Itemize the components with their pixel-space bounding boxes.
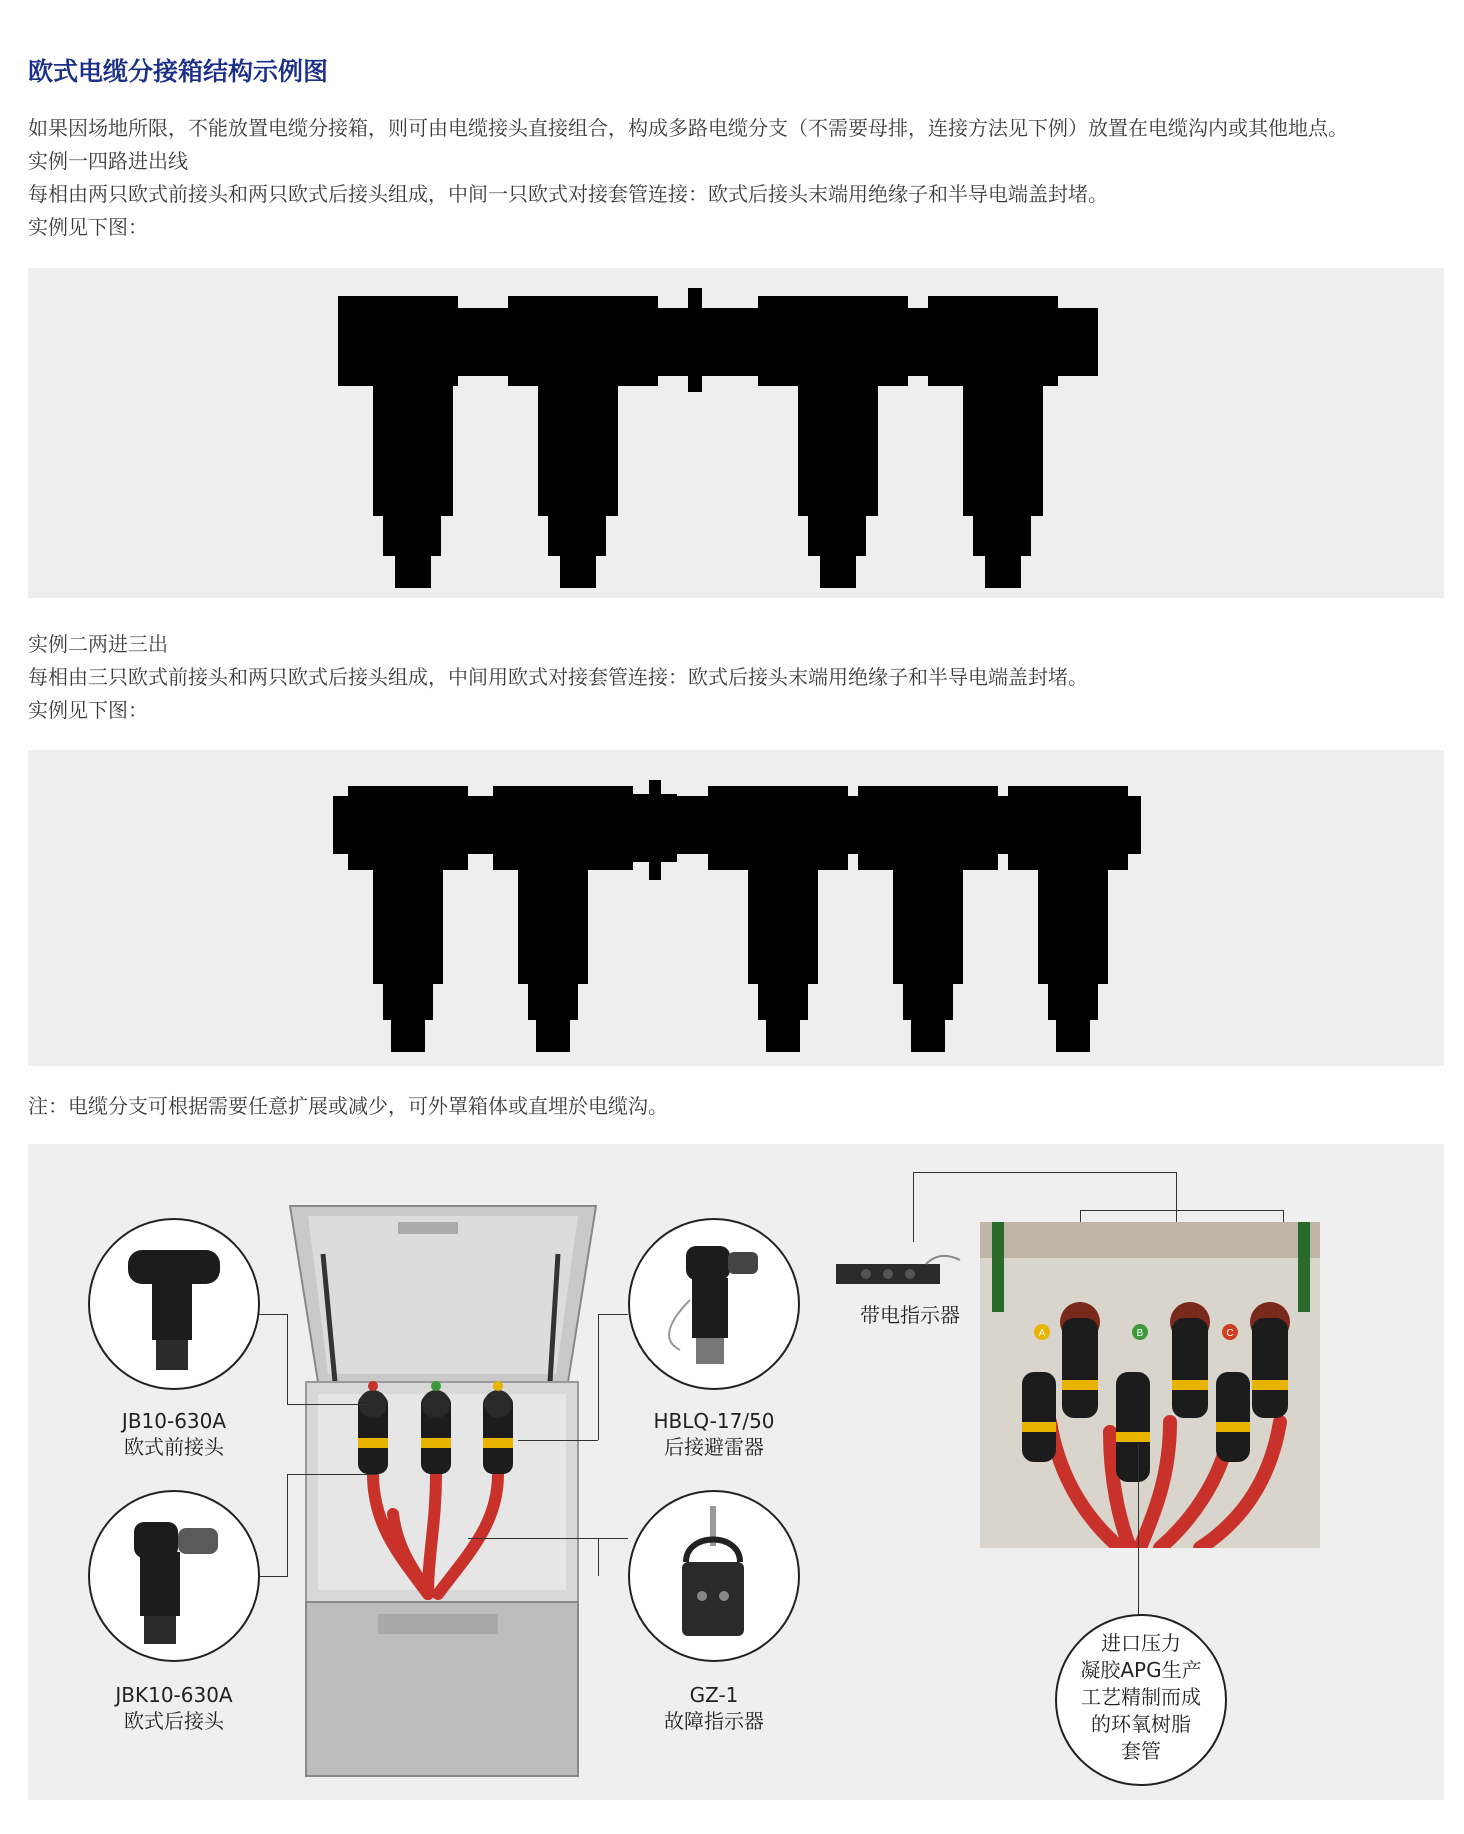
epoxy-bushing-circle bbox=[1055, 1614, 1227, 1786]
phase-b-label: B bbox=[1136, 1328, 1144, 1339]
hblq-arrester-circle bbox=[628, 1218, 800, 1390]
cabinet-connector-b bbox=[421, 1390, 451, 1474]
example1-heading: 实例一四路进出线 bbox=[28, 149, 188, 173]
cabinet-interior-photo bbox=[980, 1222, 1320, 1548]
cabinet-connector-c bbox=[483, 1390, 513, 1474]
leg-4 bbox=[963, 376, 1043, 588]
five-way-connector-silhouette bbox=[28, 750, 1444, 1066]
example1-description: 每相由两只欧式前接头和两只欧式后接头组成，中间一只欧式对接套管连接：欧式后接头末端用绝缘子和半导电端盖封堵。 bbox=[28, 182, 1108, 206]
example2-heading: 实例二两进三出 bbox=[28, 632, 168, 656]
example1-see-below: 实例见下图： bbox=[28, 215, 148, 239]
jbk10-connector-circle bbox=[88, 1490, 260, 1662]
indicator-name: 带电指示器 bbox=[860, 1303, 960, 1327]
jbk10-caption bbox=[88, 1682, 260, 1734]
leg-4 bbox=[893, 854, 963, 1052]
fault-indicator-icon bbox=[630, 1492, 798, 1660]
component-photo-panel bbox=[28, 1144, 1444, 1800]
phase-a-label: A bbox=[1038, 1328, 1046, 1339]
leg-1 bbox=[373, 376, 453, 588]
jb10-name: 欧式前接头 bbox=[124, 1435, 224, 1459]
live-indicator-icon bbox=[836, 1250, 966, 1290]
indicator-caption bbox=[840, 1302, 980, 1328]
gz1-caption bbox=[628, 1682, 800, 1734]
example1-diagram-panel bbox=[28, 268, 1444, 598]
example2-see-below: 实例见下图： bbox=[28, 698, 148, 722]
example2-diagram-panel bbox=[28, 750, 1444, 1066]
jb10-model: JB10-630A bbox=[121, 1409, 227, 1433]
page-title: 欧式电缆分接箱结构示例图 bbox=[28, 57, 329, 86]
note-text: 注：电缆分支可根据需要任意扩展或减少，可外罩箱体或直埋於电缆沟。 bbox=[28, 1094, 668, 1118]
leg-5 bbox=[1038, 854, 1108, 1052]
leg-2 bbox=[518, 854, 588, 1052]
gz1-name: 故障指示器 bbox=[664, 1709, 764, 1733]
example2-description: 每相由三只欧式前接头和两只欧式后接头组成，中间用欧式对接套管连接：欧式后接头末端用绝缘子和半导电端盖封堵。 bbox=[28, 665, 1088, 689]
rear-connector-icon bbox=[90, 1492, 258, 1660]
bushing-line1: 进口压力 bbox=[1101, 1631, 1181, 1655]
hblq-name: 后接避雷器 bbox=[664, 1435, 764, 1459]
phase-c-label: C bbox=[1226, 1328, 1234, 1339]
bushing-line3: 工艺精制而成 bbox=[1081, 1685, 1201, 1709]
leg-1 bbox=[373, 854, 443, 1052]
intro-text: 如果因场地所限，不能放置电缆分接箱，则可由电缆接头直接组合，构成多路电缆分支（不需要母排，连接方法见下例）放置在电缆沟内或其他地点。 bbox=[28, 116, 1348, 140]
four-way-connector-silhouette bbox=[28, 268, 1444, 598]
gz1-model: GZ-1 bbox=[689, 1683, 739, 1707]
jbk10-model: JBK10-630A bbox=[115, 1683, 233, 1707]
leg-2 bbox=[538, 376, 618, 588]
hblq-model: HBLQ-17/50 bbox=[653, 1409, 775, 1433]
bushing-line4: 的环氧树脂 bbox=[1091, 1712, 1191, 1736]
arrester-icon bbox=[630, 1220, 798, 1388]
hblq-caption bbox=[628, 1408, 800, 1460]
jbk10-name: 欧式后接头 bbox=[124, 1709, 224, 1733]
cable-branch-box-illustration bbox=[278, 1194, 608, 1784]
cabinet-connector-a bbox=[358, 1390, 388, 1474]
front-connector-icon bbox=[90, 1220, 258, 1388]
leg-3 bbox=[748, 854, 818, 1052]
bushing-line5: 套管 bbox=[1121, 1739, 1161, 1763]
jb10-connector-circle bbox=[88, 1218, 260, 1390]
gz1-indicator-circle bbox=[628, 1490, 800, 1662]
jb10-caption bbox=[88, 1408, 260, 1460]
leg-3 bbox=[798, 376, 878, 588]
bushing-line2: 凝胶APG生产 bbox=[1080, 1658, 1202, 1682]
